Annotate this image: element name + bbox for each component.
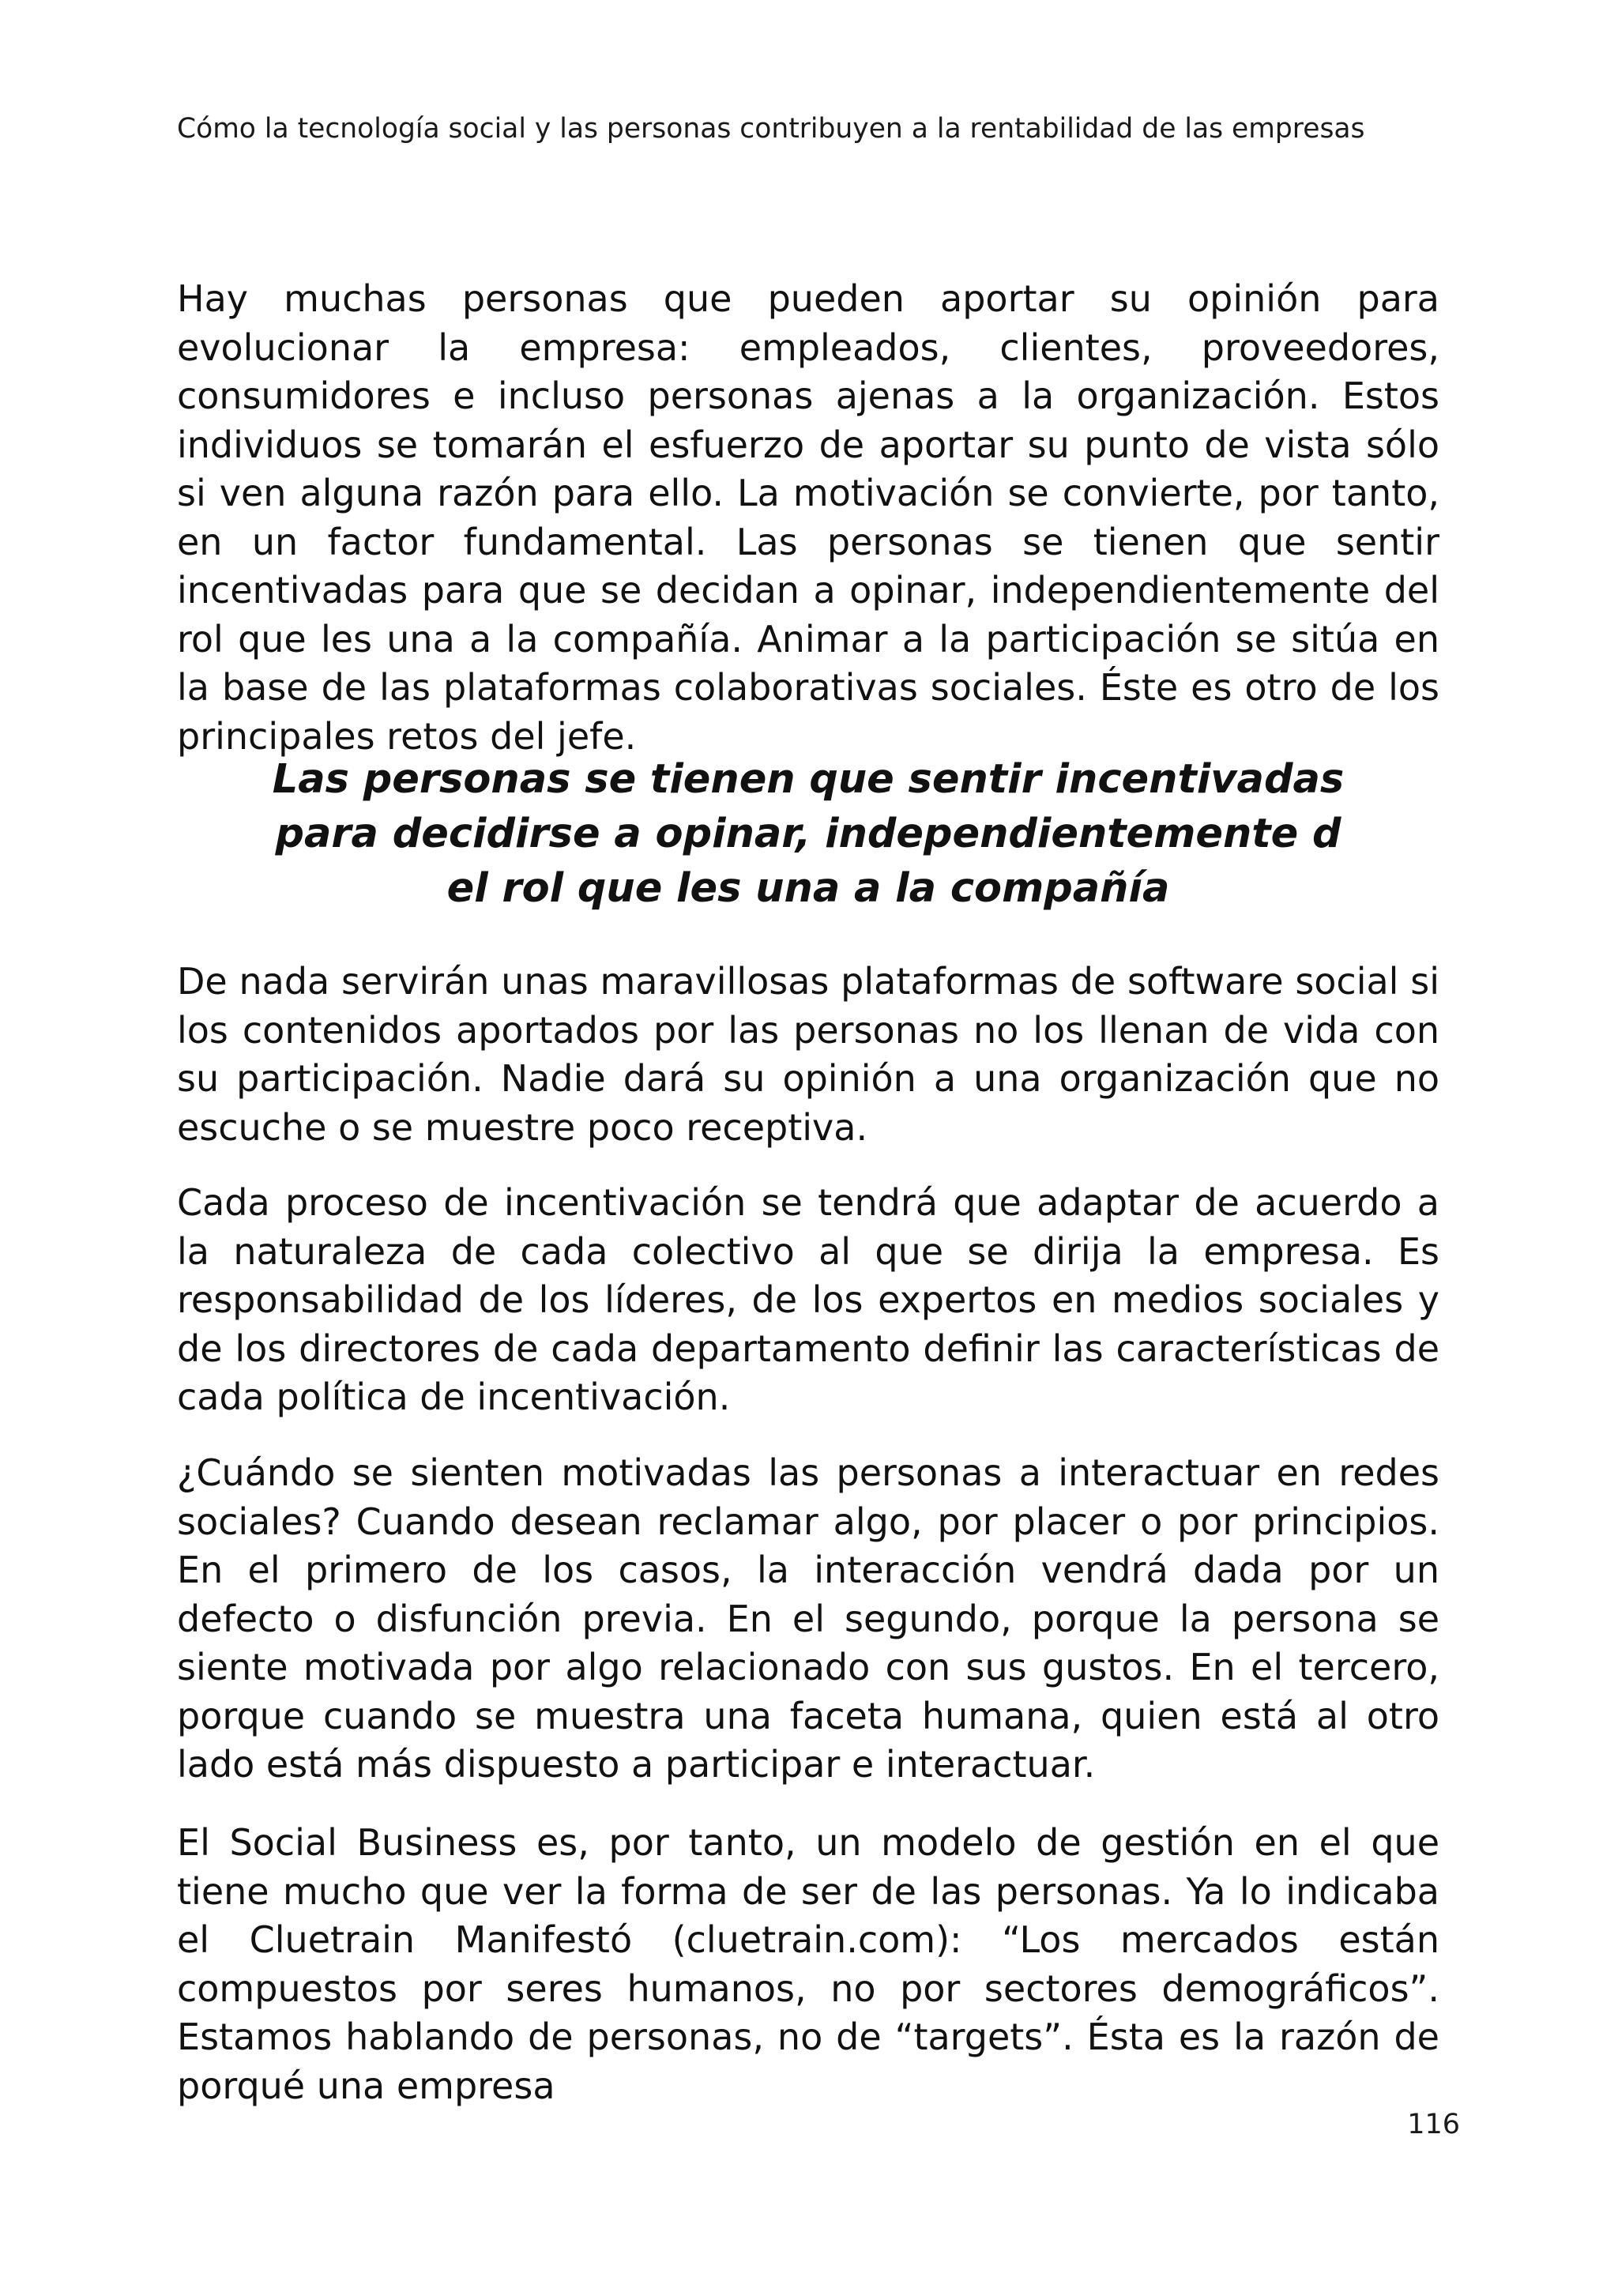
- paragraph-incentivacion: Cada proceso de incentivación se tendrá que adaptar de acuerdo a la naturaleza de cada colectivo al que se dirija la empresa. Es responsabilidad de los líderes, de los expertos en medios sociales y de los directores de cada departamento definir las características de cada política de incentivación.: [177, 1181, 1439, 1418]
- paragraph-cuando-motivadas: ¿Cuándo se sienten motivadas las personas a interactuar en redes sociales? Cuando desean reclamar algo, por placer o por principios. En el primero de los casos, la interacción vendrá dada por un defecto o disfunción previa. En el segundo, porque la persona se siente motivada por algo relacionado con sus gustos. En el tercero, porque cuando se muestra una faceta humana, quien está al otro lado está más dispuesto a participar e interactuar.: [177, 1451, 1439, 1786]
- page-number: 116: [1407, 2109, 1460, 2140]
- paragraph-motivation: Hay muchas personas que pueden aportar su opinión para evolucionar la empresa: empleados, clientes, proveedores, consumidores e incluso personas ajenas a la organización. Estos individuos se tomarán el esfuerzo de aportar su punto de vista sólo si ven alguna razón para ello. La motivación se convierte, por tanto, en un factor fundamental. Las personas se tienen que sentir incentivadas para que se decidan a opinar, independientemente del rol que les una a la compañía. Animar a la participación se sitúa en la base de las plataformas colaborativas sociales. Éste es otro de los principales retos del jefe.: [177, 277, 1439, 758]
- pull-quote-line: para decidirse a opinar, independientemente d: [275, 811, 1341, 857]
- pull-quote: [177, 752, 1439, 916]
- paragraph-social-business: El Social Business es, por tanto, un modelo de gestión en el que tiene mucho que ver la forma de ser de las personas. Ya lo indicaba el Cluetrain Manifestó (cluetrain.com): “Los mercados están compuestos por seres humanos, no por sectores demográficos”. Estamos hablando de personas, no de “targets”. Ésta es la razón de porqué una empresa: [177, 1821, 1439, 2107]
- pull-quote-line: Las personas se tienen que sentir incentivadas: [272, 756, 1345, 803]
- pull-quote-line: el rol que les una a la compañía: [446, 865, 1170, 912]
- running-header: Cómo la tecnología social y las personas contribuyen a la rentabilidad de las empresas: [177, 113, 1365, 145]
- paragraph-software-social: De nada servirán unas maravillosas plataformas de software social si los contenidos aportados por las personas no los llenan de vida con su participación. Nadie dará su opinión a una organización que no escuche o se muestre poco receptiva.: [177, 960, 1439, 1149]
